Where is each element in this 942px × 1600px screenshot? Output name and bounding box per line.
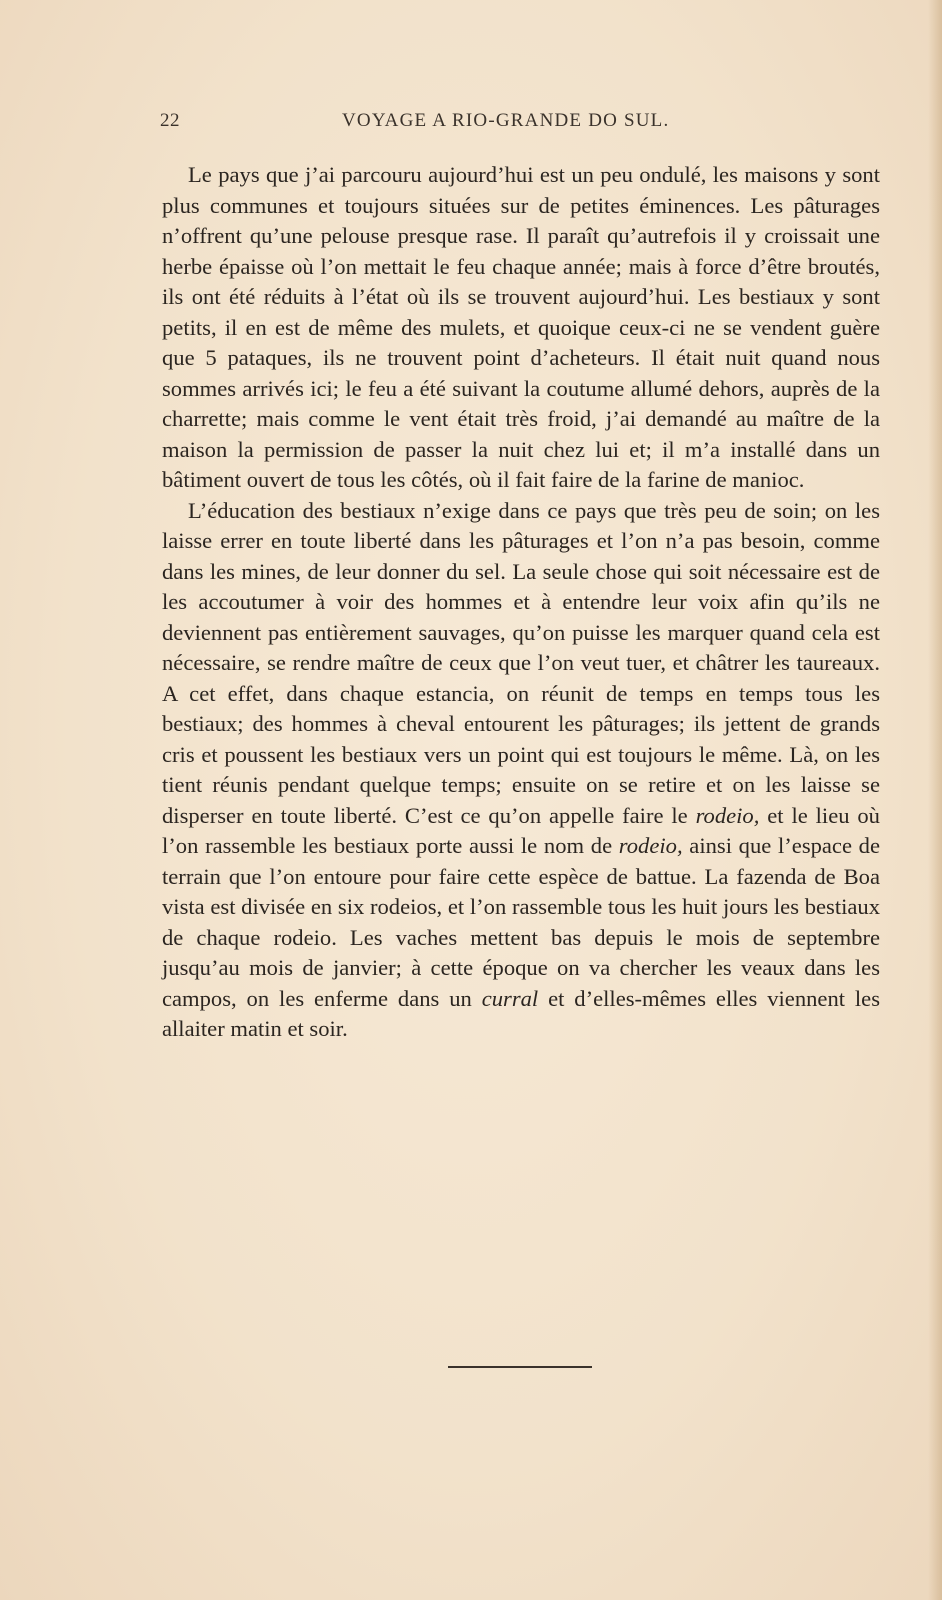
running-head xyxy=(160,110,880,138)
paragraph-2-text: L’éducation des bestiaux n’exige dans ce pays que très peu de soin; on les laisse errer en toute liberté dans les pâturages et l’on n’a pas besoin, comme dans les mines, de leur donner du sel. La seule chose qui soit nécessaire est de les accoutumer à voir des hommes et à entendre leur voix afin qu’ils ne deviennent pas entièrement sauvages, qu’on puisse les marquer quand cela est nécessaire, se rendre maître de ceux que l’on veut tuer, et châtrer les taureaux. A cet effet, dans chaque estancia, on réunit de temps en temps tous les bestiaux; des hommes à cheval entourent les pâturages; ils jettent de grands cris et poussent les bestiaux vers un point qui est toujours le même. Là, on les tient réunis pendant quelque temps; ensuite on se retire et on les laisse se disperser en toute liberté. C’est ce qu’on appelle faire le xyxy=(162,497,880,828)
italic-term-curral: curral xyxy=(481,985,539,1011)
paragraph-2-text: ainsi que l’espace de terrain que l’on entoure pour faire cette espèce de battue. La fazenda de Boa vista est divisée en six rodeios, et l’on rassemble tous les huit jours les bestiaux de chaque rodeio. Les vaches mettent bas depuis le mois de septembre jusqu’au mois de janvier; à cette époque on va chercher les veaux dans les campos, on les enferme dans un xyxy=(162,833,881,1011)
running-head-title: VOYAGE A RIO-GRANDE DO SUL. xyxy=(342,110,670,131)
paragraph-2-text: et le lieu où l’on rassemble les bestiaux porte aussi le nom de xyxy=(162,802,880,858)
italic-term-rodeio: rodeio, xyxy=(618,833,683,858)
paragraph-2-text: et d’elles-mêmes elles viennent les allaiter matin et soir. xyxy=(162,985,881,1041)
end-rule xyxy=(448,1366,592,1368)
paragraph-1: Le pays que j’ai parcouru aujourd’hui est un peu ondulé, les maisons y sont plus communes et toujours situées sur de petites éminences. Les pâturages n’offrent qu’une pelouse presque rase. Il paraît qu’autrefois il y croissait une herbe épaisse où l’on mettait le feu chaque année; mais à force d’être broutés, ils ont été réduits à l’état où ils se trouvent aujourd’hui. Les bestiaux y sont petits, il en est de même des mulets, et quoique ceux-ci ne se vendent guère que 5 pataques, ils ne trouvent point d’acheteurs. Il était nuit quand nous sommes arrivés ici; le feu a été suivant la coutume allumé dehors, auprès de la charrette; mais comme le vent était très froid, j’ai demandé au maître de la maison la permission de passer la nuit chez lui et; il m’a installé dans un bâtiment ouvert de tous les côtés, où il fait faire de la farine de manioc. xyxy=(162,162,880,492)
body-text xyxy=(162,160,880,1045)
italic-term-rodeio: rodeio, xyxy=(695,802,760,828)
paragraph-2 xyxy=(162,496,880,1045)
page-number: 22 xyxy=(160,110,180,131)
page-edge-shadow xyxy=(928,0,942,1600)
